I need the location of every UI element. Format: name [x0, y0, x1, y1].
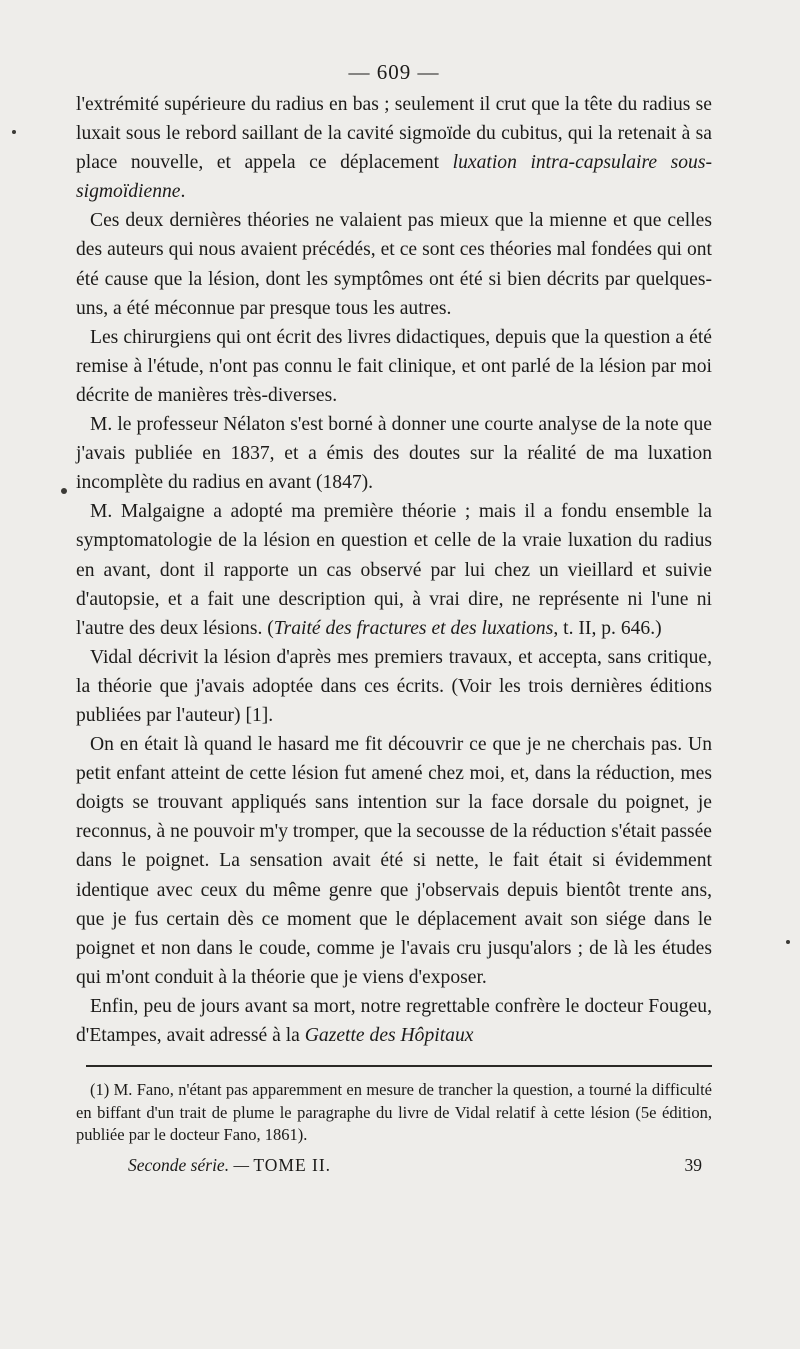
text-run: M. le professeur Nélaton s'est borné à donner une courte analyse de la note que j'avais publiée en 1837, et a émis des doutes sur la réalité de ma luxation incomplète du radius en avant (1847). [76, 414, 712, 494]
paragraph [76, 410, 712, 497]
text-run: M. Malgaigne a adopté ma première théorie ; mais il a fondu ensemble la symptomatologie de la lésion en question et celle de la vraie luxation du radius en avant, dont il rapporte un cas observé par lui chez un vieillard et suivie d'autopsie, et a fait une description qui, à vrai dire, ne représente ni l'une ni l'autre des deux lésions. ( [76, 501, 712, 639]
margin-mark [61, 488, 67, 494]
paragraph [76, 992, 712, 1050]
series-label: Seconde série. [128, 1154, 230, 1175]
paragraph [76, 497, 712, 642]
margin-mark [786, 940, 790, 944]
footnote: (1) M. Fano, n'étant pas apparemment en mesure de trancher la question, a tourné la difficulté en biffant d'un trait de plume le paragraphe du livre de Vidal relatif à cette lésion (5e édition, publiée par le docteur Fano, 1861). [76, 1080, 712, 1145]
italic-text: Gazette des Hôpitaux [304, 1025, 474, 1046]
paragraph [76, 90, 712, 206]
italic-text: luxation intra-capsulaire sous-sigmoïdienne [76, 152, 712, 203]
paragraph [76, 206, 712, 322]
text-run: , t. II, p. 646.) [553, 617, 662, 639]
signature-series [128, 1153, 331, 1177]
text-run: Ces deux dernières théories ne valaient pas mieux que la mienne et que celles des auteurs qui nous avaient précédés, et ce sont ces théories mal fondées qui ont été cause que la lésion, dont les symptômes ont été si bien décrits par quelques-uns, a été méconnue par presque tous les autres. [76, 210, 712, 319]
footnote-rule [86, 1065, 712, 1067]
text-run: Enfin, peu de jours avant sa mort, notre regrettable confrère le docteur Fougeu, d'Etampes, avait adressé à la [76, 995, 712, 1046]
italic-text: Traité des fractures et des luxations [273, 617, 554, 639]
signature-line [76, 1153, 712, 1177]
text-run: . [180, 181, 186, 203]
series-dash: — [229, 1154, 254, 1175]
paragraph [76, 323, 712, 410]
paragraph [76, 643, 712, 730]
page-number: — 609 — [348, 60, 440, 84]
sheet-number: 39 [684, 1154, 702, 1175]
text-run: Les chirurgiens qui ont écrit des livres didactiques, depuis que la question a été remise à l'étude, n'ont pas connu le fait clinique, et ont parlé de la lésion par moi décrite de manières très-diverses. [76, 326, 712, 406]
tome-label: TOME II. [253, 1154, 332, 1175]
margin-mark [12, 130, 16, 134]
text-run: Vidal décrivit la lésion d'après mes premiers travaux, et accepta, sans critique, la théorie que j'avais adoptée dans ces écrits. (Voir les trois dernières éditions publiées par l'auteur) [1]. [76, 646, 712, 726]
text-run: On en était là quand le hasard me fit découvrir ce que je ne cherchais pas. Un petit enfant atteint de cette lésion fut amené chez moi, et, dans la réduction, mes doigts se trouvant appliqués sans intention sur la face dorsale du poignet, je reconnus, à ne pouvoir m'y tromper, que la secousse de la réduction s'était passée dans le poignet. La sensation avait été si nette, le fait était si évidemment identique avec ceux du même genre que j'observais depuis bientôt trente ans, que je fus certain dès ce moment que le déplacement avait son siége dans le poignet et non dans le coude, comme je l'avais cru jusqu'alors ; de là les études qui m'ont conduit à la théorie que je viens d'exposer. [76, 734, 712, 988]
main-text [76, 90, 712, 1050]
paragraph [76, 730, 712, 992]
text-run: l'extrémité supérieure du radius en bas ; seulement il crut que la tête du radius se luxait sous le rebord saillant de la cavité sigmoïde du cubitus, qui la retenait à sa place nouvelle, et appela ce déplacement [76, 94, 712, 174]
